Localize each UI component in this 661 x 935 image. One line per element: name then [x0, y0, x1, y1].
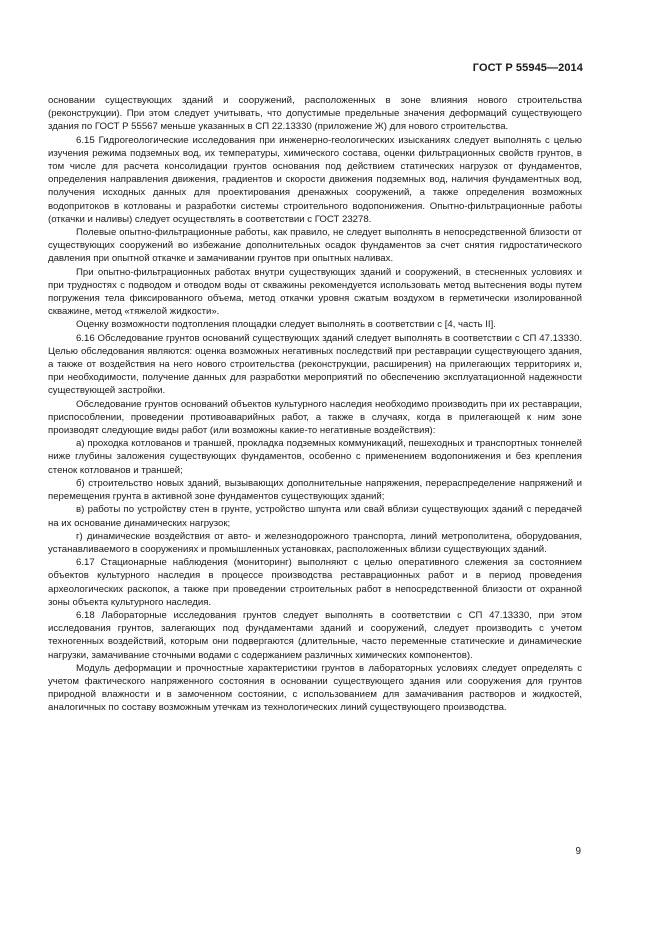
- paragraph-deformation-modulus: Модуль деформации и прочностные характеристики грунтов в лабораторных условиях следует определять с учетом фактического напряженного состояния в основании существующего здания или сооружения для грунтов природной влажности и в замоченном состоянии, с использованием для замачивания растворов и жидкостей, аналогичных по составу возможным утечкам из технологических линий существующего производства.: [48, 662, 582, 714]
- list-item-d: г) динамические воздействия от авто- и железнодорожного транспорта, линий метрополитена, оборудования, устанавливаемого в сооружениях и промышленных установках, расположенных вблизи существующих зданий.: [48, 530, 582, 555]
- paragraph-continuation: основании существующих зданий и сооружений, расположенных в зоне влияния нового строительства (реконструкции). При этом следует учитывать, что допустимые предельные значения деформаций существующего здания по ГОСТ Р 55567 меньше указанных в СП 22.13330 (приложение Ж) для нового строительства.: [48, 95, 582, 133]
- paragraph-6-15: 6.15 Гидрогеологические исследования при инженерно-геологических изысканиях следует выполнять с целью изучения режима подземных вод, их температуры, химического состава, оценки фильтрационных свойств грунтов, в том числе для расчета консолидации грунтов основания под действием статических нагрузок от фундаментов, определения направления движения, градиентов и скорости движения подземных вод, наличия фундаментных вод, получения исходных данных для проектирования дренажных сооружений, а также определения возможных водопритоков в котлованы и разработки системы строительного водопонижения. Опытно-фильтрационные работы (откачки и наливы) следует осуществлять в соответствии с ГОСТ 23278.: [48, 134, 582, 225]
- document-body: [48, 94, 582, 715]
- paragraph-field-filtration: Полевые опытно-фильтрационные работы, как правило, не следует выполнять в непосредственной близости от существующих сооружений во избежание дополнительных осадок фундаментов за счет снятия гидростатического давления при опытной откачке и замачивании грунтов при опытных наливах.: [48, 227, 582, 265]
- list-item-a: а) проходка котлованов и траншей, прокладка подземных коммуникаций, пешеходных и транспортных тоннелей ниже глубины заложения существующих фундаментов, особенно с применением водопонижения и без крепления стенок котлованов и траншей;: [48, 438, 582, 476]
- paragraph-heritage-survey: Обследование грунтов оснований объектов культурного наследия необходимо производить при их реставрации, приспособлении, проведении противоаварийных работ, а также в случаях, когда в прилегающей к ним зоне производят следующие виды работ (или возможны какие-то негативные воздействия):: [48, 398, 582, 437]
- document-header: ГОСТ Р 55945—2014: [472, 62, 583, 74]
- page-number: 9: [575, 846, 581, 857]
- paragraph-6-18: 6.18 Лабораторные исследования грунтов следует выполнять в соответствии с СП 47.13330, при этом исследования грунтов, залегающих под фундаментами зданий и сооружений, следует производить с учетом техногенных воздействий, которым они подвергаются (длительные, часто переменные статические и динамические нагрузки, замачивание сточными водами с содержанием различных химических компонентов).: [48, 609, 582, 661]
- list-item-b: б) строительство новых зданий, вызывающих дополнительные напряжения, перераспределение напряжений и перемещения грунта в активной зоне фундаментов существующих зданий;: [48, 477, 582, 503]
- paragraph-filtration-inside-buildings: При опытно-фильтрационных работах внутри существующих зданий и сооружений, в стесненных условиях и при трудностях с подводом и отводом воды от скважины рекомендуется использовать метод вытеснения воды путем погружения тела фиксированного объема, метод откачки уровня сжатым воздухом в герметически изолированной скважине, метод «тяжелой жидкости».: [48, 266, 582, 318]
- paragraph-6-17: 6.17 Стационарные наблюдения (мониторинг) выполняют с целью оперативного слежения за состоянием объектов культурного наследия в процессе производства реставрационных работ и в период проведения археологических раскопок, а также при проведении строительных работ в непосредственной близости от охранной зоны объекта культурного наследия.: [48, 557, 582, 608]
- paragraph-flooding-assessment: Оценку возможности подтопления площадки следует выполнять в соответствии с [4, часть II].: [76, 319, 496, 331]
- list-item-c: в) работы по устройству стен в грунте, устройство шпунта или свай вблизи существующих зданий с передачей на их основание динамических нагрузок;: [48, 504, 582, 529]
- paragraph-6-16: 6.16 Обследование грунтов оснований существующих зданий следует выполнять в соответствии с СП 47.13330. Целью обследования являются: оценка возможных негативных последствий при реставрации существующего здания, а также от воздействия на него нового строительства (реконструкции, расширения) на прилегающих территориях и, при необходимости, получение данных для разработки мероприятий по обеспечению эксплуатационной надежности существующей застройки.: [48, 332, 582, 397]
